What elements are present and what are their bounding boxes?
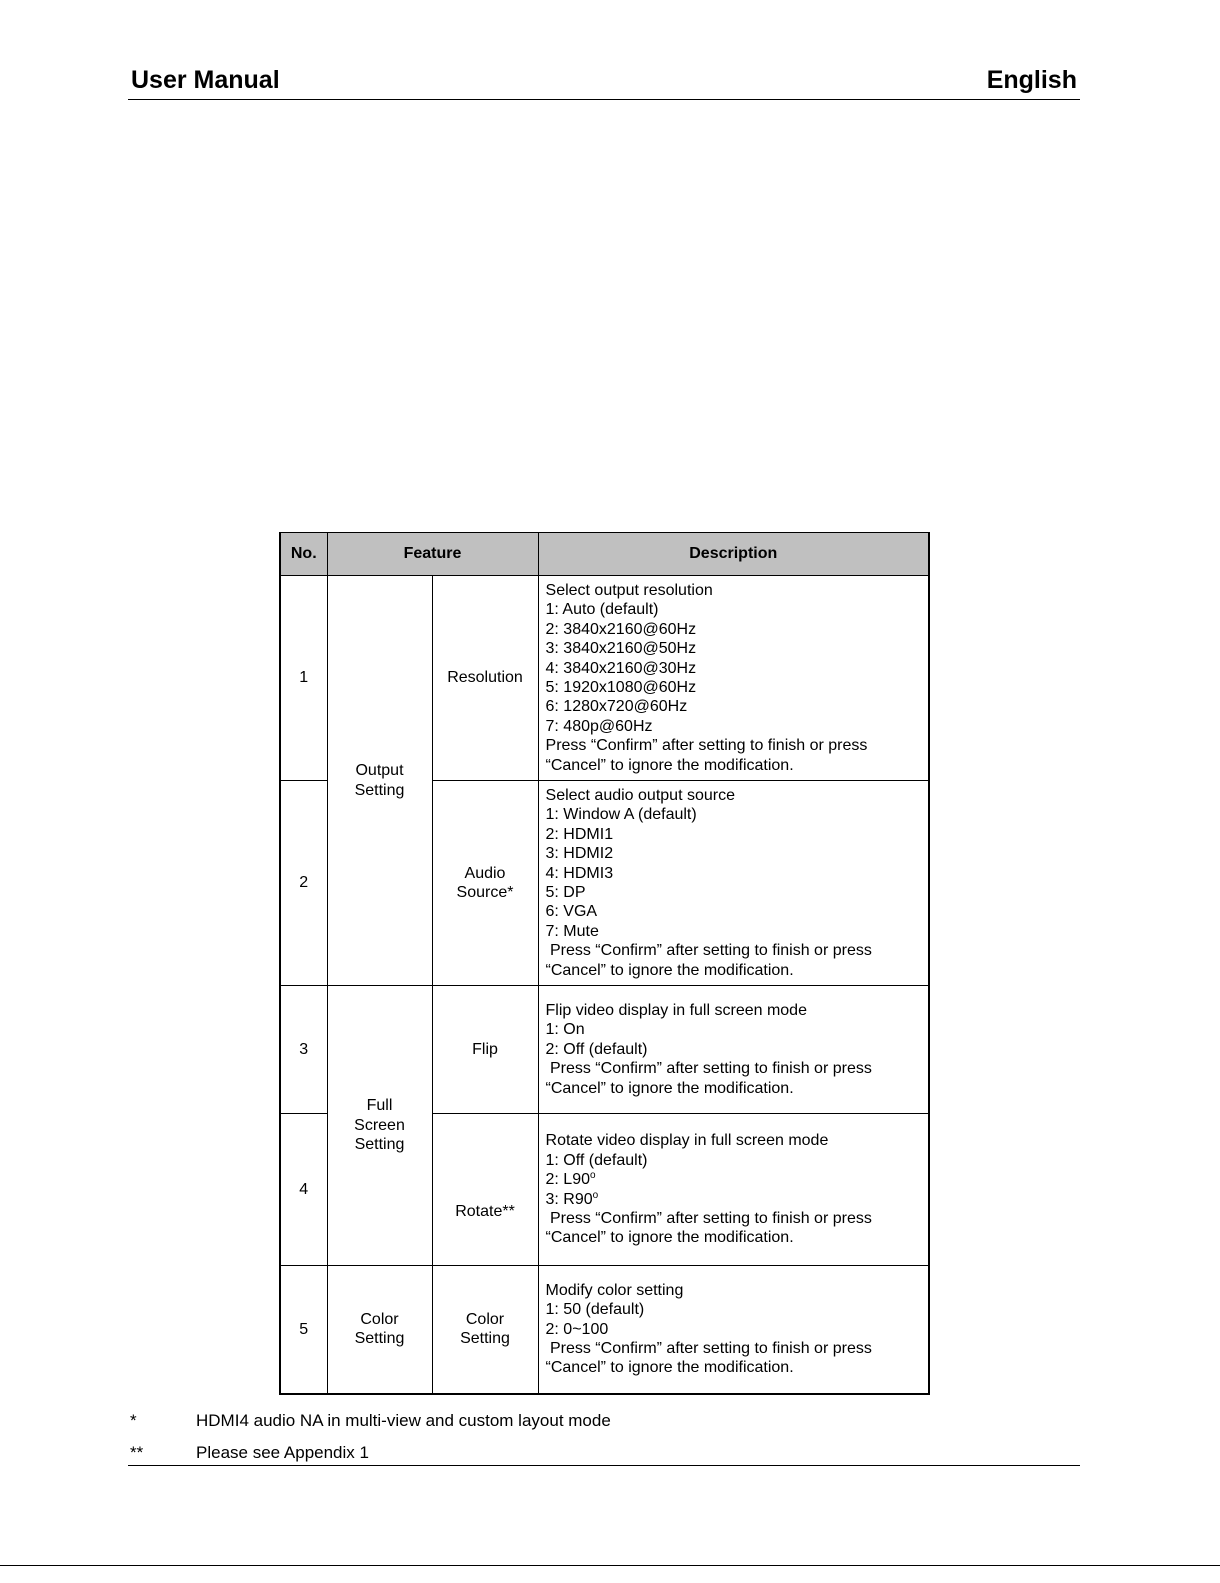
desc-line: 1: On: [545, 1021, 585, 1039]
desc-line: Modify color setting: [545, 1281, 684, 1299]
desc-line: 2: Off (default): [545, 1040, 648, 1058]
desc-line: 5: 1920x1080@60Hz: [545, 679, 697, 696]
desc-line: 4: 3840x2160@30Hz: [545, 659, 697, 677]
feature-group-fullscreen: [327, 986, 432, 1266]
page-bottom-rule: [0, 1565, 1220, 1566]
desc-line: Press “Confirm” after setting to finish or press: [545, 1209, 872, 1227]
footnote-text: HDMI4 audio NA in multi-view and custom layout mode: [196, 1411, 611, 1430]
sub-feature: Resolution: [432, 576, 538, 781]
desc-line: 6: VGA: [545, 903, 598, 921]
desc-line: 2: 0~100: [545, 1320, 609, 1338]
feature-group-label: Output Setting: [354, 762, 405, 799]
table-row: [280, 986, 929, 1114]
page-header: [128, 64, 1080, 100]
desc-line: “Cancel” to ignore the modification.: [545, 756, 794, 774]
row-number: 1: [280, 576, 327, 781]
desc-line: Press “Confirm” after setting to finish or press: [545, 737, 868, 755]
degree-mark: o: [592, 1189, 599, 1201]
desc-line: “Cancel” to ignore the modification.: [545, 1079, 794, 1097]
desc-line: [546, 1170, 923, 1189]
feature-group-color: [327, 1266, 432, 1394]
desc-line: 3: HDMI2: [545, 845, 614, 863]
row-number: 2: [280, 781, 327, 986]
degree-mark: o: [590, 1170, 596, 1182]
footnote-text: Please see Appendix 1: [196, 1443, 369, 1462]
table-row: [280, 1266, 929, 1394]
footnote-mark: **: [130, 1443, 144, 1462]
sub-feature: [432, 1266, 538, 1394]
desc-line: Select output resolution: [545, 581, 713, 599]
desc-line: 6: 1280x720@60Hz: [545, 698, 688, 716]
desc-line-text: 2: L90: [545, 1171, 590, 1189]
description-cell: [538, 576, 929, 781]
header-title: User Manual: [131, 66, 280, 94]
header-feature: Feature: [327, 533, 538, 576]
feature-table: [279, 532, 930, 1395]
desc-line: 5: DP: [545, 884, 586, 901]
footnote-mark: *: [130, 1411, 137, 1430]
sub-feature-label: Audio Source*: [456, 864, 514, 901]
desc-line: 3: 3840x2160@50Hz: [545, 640, 697, 658]
sub-feature-label: Color Setting: [460, 1310, 510, 1348]
feature-group-label: Full Screen Setting: [354, 1097, 405, 1154]
desc-line: 1: Auto (default): [545, 601, 659, 619]
desc-line: Select audio output source: [545, 786, 735, 804]
header-language: English: [986, 66, 1077, 94]
desc-line: 2: 3840x2160@60Hz: [545, 620, 697, 638]
desc-line: 7: Mute: [545, 922, 599, 940]
feature-group-label: Color Setting: [354, 1310, 405, 1348]
desc-line: Press “Confirm” after setting to finish or press: [545, 1339, 872, 1357]
description-cell: [538, 986, 929, 1114]
desc-line: “Cancel” to ignore the modification.: [545, 961, 794, 979]
desc-line: [546, 1190, 923, 1209]
desc-line: “Cancel” to ignore the modification.: [545, 1359, 794, 1377]
desc-line: 7: 480p@60Hz: [545, 717, 653, 735]
sub-feature: [432, 1114, 538, 1266]
desc-line: Press “Confirm” after setting to finish or press: [545, 1060, 872, 1078]
table-header-row: [280, 533, 929, 576]
row-number: 3: [280, 986, 327, 1114]
row-number: 4: [280, 1114, 327, 1266]
desc-line: Flip video display in full screen mode: [545, 1001, 807, 1019]
desc-line: Press “Confirm” after setting to finish or press: [545, 942, 872, 960]
desc-line: 1: 50 (default): [545, 1301, 645, 1319]
sub-feature-label: Rotate**: [455, 1203, 515, 1221]
desc-line: 1: Off (default): [545, 1151, 648, 1169]
table-row: [280, 576, 929, 781]
desc-line: “Cancel” to ignore the modification.: [545, 1229, 794, 1247]
row-number: 5: [280, 1266, 327, 1394]
description-cell: [538, 1114, 929, 1266]
description-cell: [538, 1266, 929, 1394]
sub-feature: Flip: [432, 986, 538, 1114]
description-cell: [538, 781, 929, 986]
desc-line: 1: Window A (default): [545, 806, 697, 824]
desc-line: Rotate video display in full screen mode: [545, 1132, 829, 1150]
header-description: Description: [538, 533, 929, 576]
footnotes: [128, 1407, 1080, 1466]
desc-line: 2: HDMI1: [545, 825, 614, 843]
header-no: No.: [280, 533, 327, 576]
desc-line-text: 3: R90: [545, 1190, 593, 1208]
feature-group-output: [327, 576, 432, 986]
sub-feature: [432, 781, 538, 986]
desc-line: 4: HDMI3: [545, 864, 614, 882]
